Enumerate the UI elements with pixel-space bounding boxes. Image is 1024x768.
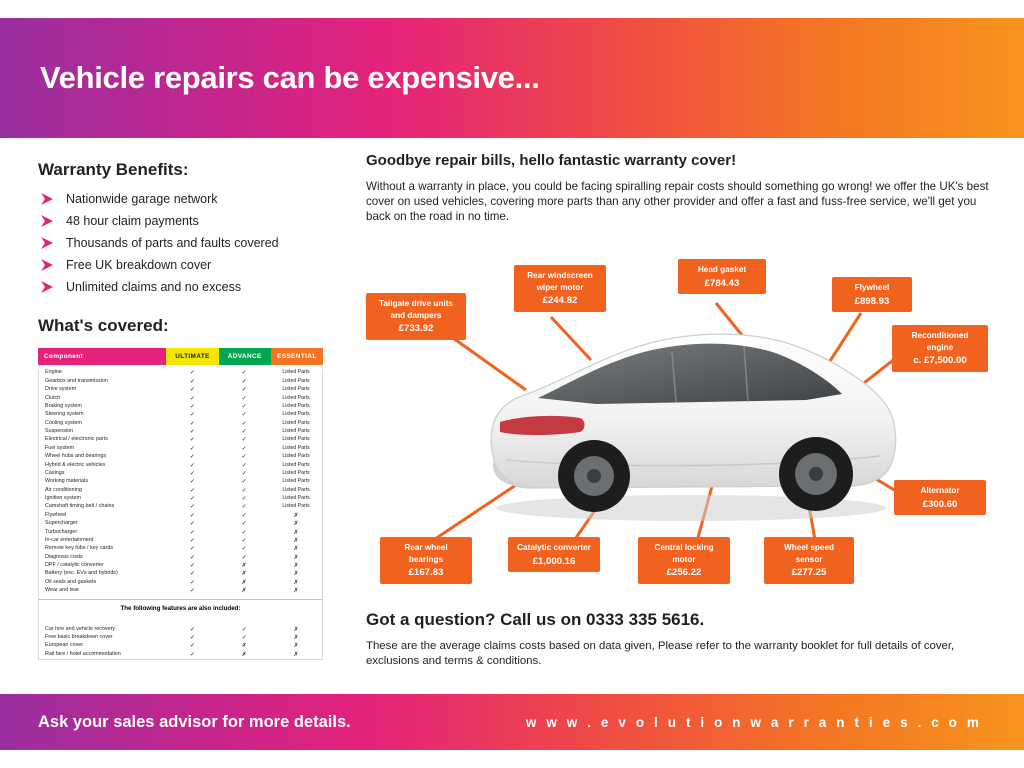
component-name: Flywheel	[45, 511, 67, 518]
advance-cell: ✓	[241, 436, 247, 444]
callout-label: Catalytic converter	[517, 543, 591, 552]
callout-rear-wheel-bearings	[380, 537, 472, 584]
chevron-right-icon	[40, 192, 56, 206]
list-item	[40, 214, 338, 228]
component-name: Suspension	[45, 428, 74, 435]
component-name: Electrical / electronic parts	[45, 436, 108, 443]
essential-cell: ✗	[293, 528, 299, 536]
component-name: Casings	[45, 469, 65, 476]
table-row	[39, 486, 322, 494]
benefits-list	[40, 192, 338, 294]
essential-cell: Listed Parts	[282, 394, 310, 401]
ultimate-cell: ✓	[189, 419, 196, 427]
table-row	[39, 642, 322, 650]
column-header-ultimate: ULTIMATE	[166, 348, 218, 365]
car-diagram	[366, 255, 1006, 600]
advance-cell: ✓	[241, 369, 247, 377]
component-name: Supercharger	[45, 520, 78, 527]
advance-cell: ✗	[241, 642, 247, 650]
essential-cell: Listed Parts	[282, 419, 310, 426]
table-row	[39, 528, 322, 536]
essential-cell: ✗	[293, 553, 299, 561]
callout-flywheel	[832, 277, 912, 312]
callout-alternator	[894, 480, 986, 515]
essential-cell: ✗	[293, 650, 299, 658]
table-row	[39, 587, 322, 595]
ultimate-cell: ✓	[189, 511, 196, 519]
car-illustration	[476, 310, 906, 525]
footer-banner	[0, 694, 1024, 750]
benefit-label: Unlimited claims and no excess	[66, 280, 242, 294]
essential-cell: ✗	[293, 625, 299, 633]
table-row	[39, 461, 322, 469]
coverage-rows	[39, 369, 322, 595]
essential-cell: Listed Parts	[282, 411, 310, 418]
table-row	[39, 377, 322, 385]
essential-cell: Listed Parts	[282, 428, 310, 435]
list-item	[40, 258, 338, 272]
ultimate-cell: ✓	[189, 394, 196, 402]
essential-cell: Listed Parts	[282, 469, 310, 476]
essential-cell: Listed Parts	[282, 503, 310, 510]
advance-cell: ✓	[241, 625, 247, 633]
ultimate-cell: ✓	[189, 369, 196, 377]
ultimate-cell: ✓	[189, 444, 196, 452]
advance-cell: ✓	[241, 402, 247, 410]
advance-cell: ✓	[241, 377, 247, 385]
column-header-component: Component	[38, 348, 166, 365]
column-header-essential: ESSENTIAL	[271, 348, 323, 365]
column-header-advance: ADVANCE	[219, 348, 271, 365]
advance-cell: ✓	[241, 511, 247, 519]
table-row	[39, 625, 322, 633]
callout-central-locking-motor	[638, 537, 730, 584]
table-row	[39, 478, 322, 486]
essential-cell: Listed Parts	[282, 486, 310, 493]
component-name: Braking system	[45, 402, 82, 409]
list-item	[40, 192, 338, 206]
table-row	[39, 470, 322, 478]
callout-tailgate-drive-units	[366, 293, 466, 340]
advance-cell: ✓	[241, 633, 247, 641]
coverage-table-body-wrap	[38, 369, 323, 660]
benefit-label: Free UK breakdown cover	[66, 258, 212, 272]
table-row	[39, 511, 322, 519]
ultimate-cell: ✓	[189, 436, 196, 444]
chevron-right-icon	[40, 258, 56, 272]
coverage-table	[39, 369, 322, 595]
right-lede: Goodbye repair bills, hello fantastic warranty cover!	[366, 152, 737, 169]
component-name: Working materials	[45, 478, 89, 485]
advance-cell: ✗	[241, 562, 247, 570]
component-name: DPF / catalytic converter	[45, 562, 104, 569]
component-name: Diagnosis costs	[45, 553, 83, 560]
component-name: Engine	[45, 369, 62, 376]
component-name: Drive system	[45, 386, 77, 393]
component-name: Remote key fobs / key cards	[45, 545, 114, 552]
advance-cell: ✓	[241, 545, 247, 553]
callout-label: Central locking motor	[654, 543, 714, 564]
component-name: Rail fare / hotel accommodation	[45, 650, 121, 657]
callout-price: £784.43	[704, 277, 740, 289]
component-name: Camshaft timing belt / chains	[45, 503, 115, 510]
component-name: Ignition system	[45, 495, 81, 502]
ultimate-cell: ✓	[189, 469, 196, 477]
essential-cell: Listed Parts	[282, 377, 310, 384]
essential-cell: Listed Parts	[282, 444, 310, 451]
advance-cell: ✓	[241, 428, 247, 436]
table-row	[39, 562, 322, 570]
essential-cell: Listed Parts	[282, 478, 310, 485]
callout-label: Tailgate drive units and dampers	[378, 299, 453, 320]
ultimate-cell: ✓	[189, 495, 196, 503]
component-name: Fuel system	[45, 444, 75, 451]
essential-cell: Listed Parts	[282, 369, 310, 376]
component-name: European cover	[45, 642, 84, 649]
table-row	[39, 453, 322, 461]
extra-features-table	[39, 625, 322, 659]
footer-cta: Ask your sales advisor for more details.	[38, 712, 351, 731]
ultimate-cell: ✓	[189, 536, 196, 544]
essential-cell: ✗	[293, 642, 299, 650]
callout-reconditioned-engine	[892, 325, 988, 372]
essential-cell: Listed Parts	[282, 402, 310, 409]
ultimate-cell: ✓	[189, 545, 196, 553]
essential-cell: ✗	[293, 520, 299, 528]
callout-price: £277.25	[791, 567, 827, 578]
callout-label: Head gasket	[697, 265, 747, 274]
table-row	[39, 411, 322, 419]
table-row	[39, 495, 322, 503]
ultimate-cell: ✓	[189, 428, 196, 436]
essential-cell: ✗	[293, 511, 299, 519]
ultimate-cell: ✓	[189, 386, 196, 394]
chevron-right-icon	[40, 214, 56, 228]
left-column	[38, 160, 338, 660]
table-row	[39, 419, 322, 427]
callout-catalytic-converter	[508, 537, 600, 572]
callout-label: Wheel speed sensor	[783, 543, 835, 564]
advance-cell: ✗	[241, 587, 247, 595]
table-row	[39, 369, 322, 377]
component-name: Car hire and vehicle recovery	[45, 625, 116, 632]
callout-label: Reconditioned engine	[911, 331, 969, 352]
right-body-copy: Without a warranty in place, you could be facing spiralling repair costs should something go wrong! we offer the UK's best cover on used vehicles, covering more parts than any other provider and offer a fast and fuss-free service, we'll get you back on the road in no time.	[366, 180, 989, 223]
component-name: Cooling system	[45, 419, 82, 426]
advance-cell: ✓	[241, 461, 247, 469]
advance-cell: ✓	[241, 469, 247, 477]
callout-label: Flywheel	[854, 283, 890, 292]
essential-cell: Listed Parts	[282, 453, 310, 460]
advance-cell: ✓	[241, 528, 247, 536]
footer-website[interactable]: w w w . e v o l u t i o n w a r r a n t i e s . c o m	[525, 714, 982, 730]
right-column	[366, 152, 990, 224]
component-name: Oil seals and gaskets	[45, 578, 97, 585]
callout-price: £244.82	[542, 295, 578, 306]
callout-label: Rear wheel bearings	[404, 543, 448, 564]
table-row	[39, 403, 322, 411]
ultimate-cell: ✓	[189, 570, 196, 578]
table-row	[39, 570, 322, 578]
callout-price: £898.93	[854, 295, 890, 307]
essential-cell: Listed Parts	[282, 386, 310, 393]
chevron-right-icon	[40, 280, 56, 294]
essential-cell: ✗	[293, 545, 299, 553]
ultimate-cell: ✓	[189, 478, 196, 486]
ultimate-cell: ✓	[189, 520, 196, 528]
chevron-right-icon	[40, 236, 56, 250]
component-name: Wear and tear	[45, 587, 80, 594]
list-item	[40, 280, 338, 294]
table-row	[39, 444, 322, 452]
table-row	[39, 545, 322, 553]
table-row	[39, 553, 322, 561]
table-header-row	[38, 348, 323, 365]
table-row	[39, 386, 322, 394]
advance-cell: ✓	[241, 419, 247, 427]
callout-price: £256.22	[666, 567, 702, 578]
advance-cell: ✗	[241, 650, 247, 658]
advance-cell: ✓	[241, 411, 247, 419]
essential-cell: Listed Parts	[282, 495, 310, 502]
table-row	[39, 537, 322, 545]
table-row	[39, 520, 322, 528]
table-row	[39, 428, 322, 436]
callout-price: c. £7,500.00	[913, 355, 967, 366]
table-row	[39, 578, 322, 586]
advance-cell: ✓	[241, 536, 247, 544]
ultimate-cell: ✓	[189, 633, 196, 641]
advance-cell: ✓	[241, 444, 247, 452]
list-item	[40, 236, 338, 250]
advance-cell: ✓	[241, 486, 247, 494]
essential-cell: ✗	[293, 587, 299, 595]
essential-cell: ✗	[293, 570, 299, 578]
advance-cell: ✓	[241, 394, 247, 402]
whats-covered-heading: What's covered:	[38, 316, 169, 335]
essential-cell: ✗	[293, 562, 299, 570]
extra-feature-rows	[39, 625, 322, 659]
warranty-benefits-heading: Warranty Benefits:	[38, 160, 189, 179]
table-row	[39, 634, 322, 642]
ultimate-cell: ✓	[189, 553, 196, 561]
component-name: Hybrid & electric vehicles	[45, 461, 106, 468]
ultimate-cell: ✓	[189, 587, 196, 595]
callout-price: £733.92	[398, 323, 434, 334]
ultimate-cell: ✓	[189, 486, 196, 494]
advance-cell: ✓	[241, 520, 247, 528]
table-row	[39, 503, 322, 511]
ultimate-cell: ✓	[189, 453, 196, 461]
callout-head-gasket	[678, 259, 766, 294]
benefit-label: Nationwide garage network	[66, 192, 218, 206]
ultimate-cell: ✓	[189, 402, 196, 410]
question-block	[366, 610, 1006, 669]
ultimate-cell: ✓	[189, 650, 196, 658]
callout-price: £300.60	[922, 498, 958, 510]
benefit-label: Thousands of parts and faults covered	[66, 236, 279, 250]
table-row	[39, 650, 322, 658]
callout-price: £1,000.16	[532, 555, 576, 567]
callout-price: £167.83	[408, 567, 444, 578]
essential-cell: ✗	[293, 578, 299, 586]
advance-cell: ✓	[241, 503, 247, 511]
component-name: Gearbox and transmission	[45, 377, 108, 384]
advance-cell: ✓	[241, 453, 247, 461]
callout-label: Rear windscreen wiper motor	[527, 271, 593, 292]
component-name: Wheel hubs and bearings	[45, 453, 107, 460]
advance-cell: ✓	[241, 553, 247, 561]
advance-cell: ✓	[241, 386, 247, 394]
coverage-subheading: The following features are also included:	[39, 599, 322, 615]
component-name: Free basic breakdown cover	[45, 633, 113, 640]
ultimate-cell: ✓	[189, 377, 196, 385]
component-name: Clutch	[45, 394, 61, 401]
question-note: These are the average claims costs based on data given, Please refer to the warranty booklet for full details of cover, exclusions and terms & conditions.	[366, 640, 955, 667]
advance-cell: ✗	[241, 578, 247, 586]
advance-cell: ✗	[241, 570, 247, 578]
essential-cell: ✗	[293, 633, 299, 641]
callout-rear-windscreen-wiper-motor	[514, 265, 606, 312]
component-name: In-car entertainment	[45, 536, 94, 543]
page-title: Vehicle repairs can be expensive...	[40, 60, 540, 95]
callout-wheel-speed-sensor	[764, 537, 854, 584]
benefit-label: 48 hour claim payments	[66, 214, 199, 228]
ultimate-cell: ✓	[189, 578, 196, 586]
ultimate-cell: ✓	[189, 625, 196, 633]
ultimate-cell: ✓	[189, 562, 196, 570]
table-row	[39, 436, 322, 444]
ultimate-cell: ✓	[189, 411, 196, 419]
advance-cell: ✓	[241, 478, 247, 486]
callout-label: Alternator	[920, 486, 960, 495]
component-name: Battery (exc. EVs and hybrids)	[45, 570, 118, 577]
question-title: Got a question? Call us on 0333 335 5616.	[366, 610, 705, 629]
essential-cell: ✗	[293, 536, 299, 544]
component-name: Turbocharger	[45, 528, 78, 535]
ultimate-cell: ✓	[189, 642, 196, 650]
essential-cell: Listed Parts	[282, 461, 310, 468]
component-name: Steering system	[45, 411, 84, 418]
coverage-table-header	[38, 348, 323, 365]
advance-cell: ✓	[241, 495, 247, 503]
ultimate-cell: ✓	[189, 461, 196, 469]
table-row	[39, 394, 322, 402]
header-banner	[0, 18, 1024, 138]
ultimate-cell: ✓	[189, 528, 196, 536]
ultimate-cell: ✓	[189, 503, 196, 511]
component-name: Air conditioning	[45, 486, 82, 493]
essential-cell: Listed Parts	[282, 436, 310, 443]
